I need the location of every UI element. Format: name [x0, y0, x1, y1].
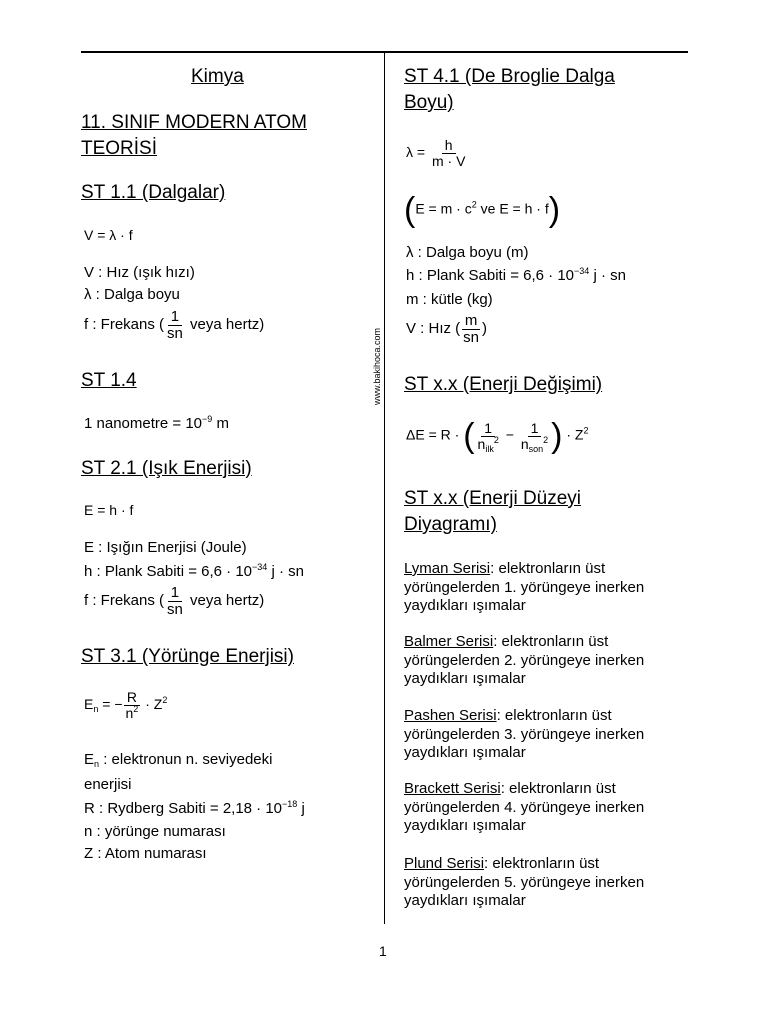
n-subscript-ilk: ilk — [485, 443, 494, 454]
series-line3: yaydıkları ışımalar — [404, 670, 526, 687]
series-plund — [404, 855, 644, 911]
fraction-denominator — [518, 434, 551, 454]
fraction-denominator: sn — [167, 324, 183, 342]
emc-exponent: 2 — [471, 199, 477, 210]
definition-wavelength: λ : Dalga boyu — [84, 286, 180, 303]
frequency-suffix: veya hertz) — [185, 592, 265, 610]
series-name: Pashen Serisi — [404, 707, 497, 724]
ehf-text: ve E = h · f — [476, 200, 549, 217]
fraction-numerator: R — [124, 690, 140, 706]
fraction-numerator: 1 — [528, 421, 542, 437]
frequency-suffix: veya hertz) — [185, 316, 265, 334]
series-line1: : elektronların üst — [493, 633, 609, 650]
formula-wave-speed: V = λ · f — [84, 227, 133, 243]
definition-mass: m : kütle (kg) — [406, 291, 493, 308]
grade-heading-line1: 11. SINIF MODERN ATOM — [81, 112, 307, 133]
series-name: Plund Serisi — [404, 855, 485, 872]
series-name: Balmer Serisi — [404, 633, 494, 650]
fraction-denominator — [123, 703, 142, 721]
definition-speed: V : Hız (ışık hızı) — [84, 264, 195, 281]
delta-e-lhs: ΔE = R · — [406, 426, 464, 443]
series-line1: : elektronların üst — [484, 855, 600, 872]
series-line3: yaydıkları ışımalar — [404, 817, 526, 834]
series-line2: yörüngelerden 3. yörüngeye inerken — [404, 725, 645, 743]
page-number: 1 — [379, 943, 387, 959]
nanometre-unit: m — [212, 415, 229, 432]
en-subscript: n — [93, 703, 99, 714]
z-exponent: 2 — [162, 694, 168, 705]
n-exponent: 2 — [543, 434, 549, 445]
definition-frequency-2 — [84, 585, 264, 618]
section-heading-energy-levels-line2: Diyagramı) — [404, 514, 497, 535]
series-name: Brackett Serisi — [404, 780, 501, 797]
definition-wavelength-m: λ : Dalga boyu (m) — [406, 244, 529, 261]
definition-en-line1 — [84, 751, 272, 768]
fraction-numerator: 1 — [481, 421, 495, 437]
section-heading-st21: ST 2.1 (Işık Enerjisi) — [81, 458, 252, 479]
series-line2: yörüngelerden 4. yörüngeye inerken — [404, 798, 645, 816]
nanometre-exponent: −9 — [202, 414, 213, 424]
en-def-text: : elektronun n. seviyedeki — [99, 751, 273, 768]
definition-en-line2: enerjisi — [84, 776, 132, 793]
formula-energy-change — [406, 419, 588, 453]
nanometre-text: 1 nanometre = 10 — [84, 415, 203, 432]
definition-plank-constant-left — [84, 563, 304, 580]
definition-atomic-number: Z : Atom numarası — [84, 845, 207, 862]
z-symbol: · Z — [141, 695, 163, 712]
n-symbol: n — [125, 704, 134, 721]
formula-light-energy: E = h · f — [84, 502, 134, 518]
fraction-r-over-n2 — [123, 690, 142, 720]
n-subscript-son: son — [528, 443, 544, 454]
formula-energy-relations — [404, 193, 560, 227]
series-brackett — [404, 780, 644, 836]
section-heading-st14: ST 1.4 — [81, 370, 137, 391]
z-exponent: 2 — [583, 425, 589, 436]
frequency-prefix: f : Frekans ( — [84, 316, 165, 334]
en-def-symbol: E — [84, 751, 95, 768]
fraction-denominator — [475, 434, 502, 454]
nanometre-definition — [84, 415, 229, 432]
rydberg-text: R : Rydberg Sabiti = 2,18 · 10 — [84, 800, 283, 817]
series-line3: yaydıkları ışımalar — [404, 892, 526, 909]
watermark-url: www.bakihoca.com — [372, 327, 382, 405]
fraction-denominator: m · V — [431, 152, 466, 169]
fraction-numerator: 1 — [168, 309, 182, 326]
z-symbol: · Z — [562, 426, 584, 443]
en-equals: = − — [98, 695, 123, 712]
fraction-denominator: sn — [167, 600, 183, 618]
speed-prefix: V : Hız ( — [406, 320, 461, 338]
fraction-h-over-mv — [429, 138, 468, 168]
close-paren: ) — [551, 417, 563, 455]
n-symbol: n — [520, 435, 529, 452]
lambda-lhs: λ = — [406, 143, 429, 160]
definition-speed-m-sn — [406, 313, 487, 346]
fraction-1-over-sn — [164, 309, 186, 342]
fraction-numerator: h — [442, 138, 456, 154]
series-line2: yörüngelerden 1. yörüngeye inerken — [404, 578, 645, 596]
emc-text: E = m · c — [415, 200, 472, 217]
open-paren: ( — [463, 417, 475, 455]
grade-heading-line2: TEORİSİ — [81, 138, 158, 159]
fraction-numerator: 1 — [168, 585, 182, 602]
column-divider — [384, 53, 385, 924]
definition-rydberg — [84, 800, 305, 817]
section-heading-energy-change: ST x.x (Enerji Değişimi) — [404, 374, 603, 395]
definition-plank-constant-right — [406, 267, 626, 284]
en-def-subscript: n — [94, 759, 100, 769]
rydberg-unit: j — [297, 800, 305, 817]
section-heading-energy-levels-line1: ST x.x (Enerji Düzeyi — [404, 488, 582, 509]
plank-text: h : Plank Sabiti = 6,6 · 10 — [406, 267, 575, 284]
series-line3: yaydıkları ışımalar — [404, 744, 526, 761]
section-heading-st41-line1: ST 4.1 (De Broglie Dalga — [404, 66, 615, 87]
fraction-1-over-nson2 — [518, 419, 551, 454]
definition-frequency — [84, 309, 264, 342]
fraction-numerator: m — [462, 313, 481, 330]
rydberg-exponent: −18 — [282, 799, 298, 809]
series-line1: : elektronların üst — [500, 780, 616, 797]
definition-orbit-number: n : yörünge numarası — [84, 823, 226, 840]
fraction-1-over-sn — [164, 585, 186, 618]
series-pashen — [404, 707, 644, 763]
series-line2: yörüngelerden 2. yörüngeye inerken — [404, 651, 645, 669]
doc-title: Kimya — [191, 66, 244, 87]
formula-orbit-energy — [84, 690, 167, 720]
plank-unit: j · sn — [267, 563, 304, 580]
definition-light-energy: E : Işığın Enerjisi (Joule) — [84, 539, 247, 556]
section-heading-st11: ST 1.1 (Dalgalar) — [81, 182, 226, 203]
en-symbol: E — [84, 695, 94, 712]
series-name: Lyman Serisi — [404, 560, 491, 577]
series-line1: : elektronların üst — [490, 560, 606, 577]
minus-sign: − — [501, 426, 518, 443]
n-symbol: n — [477, 435, 486, 452]
n-exponent: 2 — [133, 703, 139, 714]
series-line2: yörüngelerden 5. yörüngeye inerken — [404, 873, 645, 891]
formula-de-broglie — [406, 138, 468, 168]
series-balmer — [404, 633, 644, 689]
section-heading-st41-line2: Boyu) — [404, 92, 454, 113]
series-line1: : elektronların üst — [496, 707, 612, 724]
fraction-1-over-nilk2 — [475, 419, 502, 454]
frequency-prefix: f : Frekans ( — [84, 592, 165, 610]
series-line3: yaydıkları ışımalar — [404, 597, 526, 614]
series-lyman — [404, 560, 644, 616]
close-paren: ) — [548, 191, 561, 229]
section-heading-st31: ST 3.1 (Yörünge Enerjisi) — [81, 646, 294, 667]
plank-exponent: −34 — [574, 266, 590, 276]
open-paren: ( — [404, 191, 416, 229]
fraction-denominator: sn — [463, 328, 480, 346]
n-exponent: 2 — [493, 434, 499, 445]
plank-text: h : Plank Sabiti = 6,6 · 10 — [84, 563, 253, 580]
speed-suffix: ) — [482, 320, 488, 338]
plank-exponent: −34 — [252, 562, 268, 572]
plank-unit: j · sn — [589, 267, 626, 284]
fraction-m-over-sn — [460, 313, 482, 346]
